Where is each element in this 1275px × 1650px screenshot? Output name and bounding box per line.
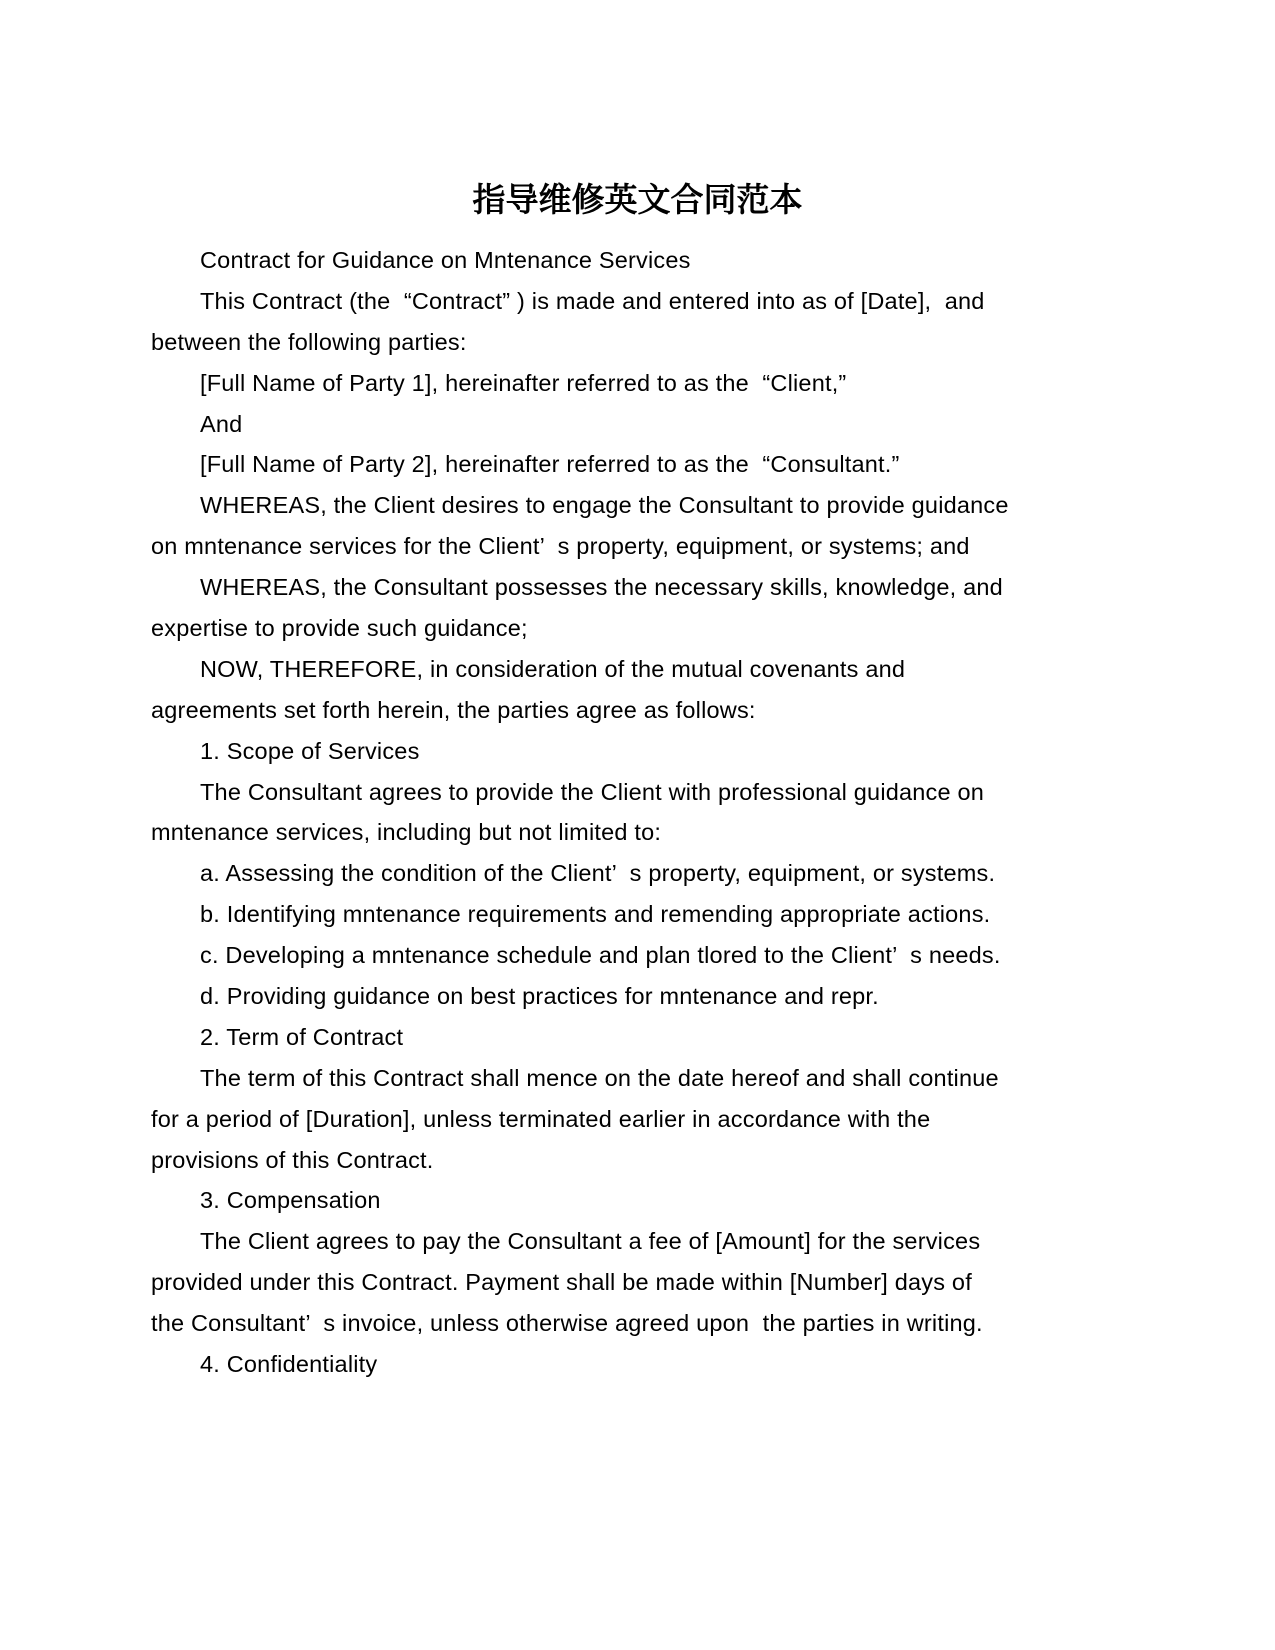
document-line: And bbox=[200, 410, 243, 437]
document-line: between the following parties: bbox=[151, 328, 467, 355]
document-line: provisions of this Contract. bbox=[151, 1146, 434, 1173]
document-line: 4. Confidentiality bbox=[200, 1351, 378, 1378]
document-line: c. Developing a mntenance schedule and plan tlored to the Client’ s needs. bbox=[200, 942, 1001, 969]
document-line: b. Identifying mntenance requirements and remending appropriate actions. bbox=[200, 901, 991, 928]
document-line: The term of this Contract shall mence on the date hereof and shall continue bbox=[200, 1064, 999, 1091]
document-line: [Full Name of Party 1], hereinafter referred to as the “Client,” bbox=[200, 369, 847, 396]
document-line: [Full Name of Party 2], hereinafter referred to as the “Consultant.” bbox=[200, 451, 900, 478]
document-line: d. Providing guidance on best practices for mntenance and repr. bbox=[200, 983, 879, 1010]
document-line: The Consultant agrees to provide the Client with professional guidance on bbox=[200, 778, 985, 805]
document-line: expertise to provide such guidance; bbox=[151, 615, 528, 642]
document-body bbox=[151, 240, 1126, 1385]
document-line: the Consultant’ s invoice, unless otherwise agreed upon the parties in writing. bbox=[151, 1310, 983, 1337]
document-line: a. Assessing the condition of the Client’ s property, equipment, or systems. bbox=[200, 860, 996, 887]
document-line: Contract for Guidance on Mntenance Services bbox=[200, 247, 691, 273]
document-line: The Client agrees to pay the Consultant a fee of [Amount] for the services bbox=[200, 1228, 981, 1255]
document-line: on mntenance services for the Client’ s property, equipment, or systems; and bbox=[151, 533, 970, 560]
document-line: WHEREAS, the Client desires to engage the Consultant to provide guidance bbox=[200, 492, 1009, 519]
document-line: NOW, THEREFORE, in consideration of the mutual covenants and bbox=[200, 655, 906, 682]
document-line: WHEREAS, the Consultant possesses the necessary skills, knowledge, and bbox=[200, 574, 1003, 601]
document-line: mntenance services, including but not limited to: bbox=[151, 819, 662, 846]
document-line: for a period of [Duration], unless terminated earlier in accordance with the bbox=[151, 1105, 931, 1132]
document-line: 2. Term of Contract bbox=[200, 1023, 404, 1050]
document-line: provided under this Contract. Payment shall be made within [Number] days of bbox=[151, 1269, 972, 1296]
document-line: This Contract (the “Contract” ) is made and entered into as of [Date], and bbox=[200, 287, 985, 314]
document-line: agreements set forth herein, the parties agree as follows: bbox=[151, 696, 756, 723]
document-line: 3. Compensation bbox=[200, 1187, 381, 1214]
document-line: 1. Scope of Services bbox=[200, 737, 420, 764]
document-title: 指导维修英文合同范本 bbox=[472, 180, 803, 219]
